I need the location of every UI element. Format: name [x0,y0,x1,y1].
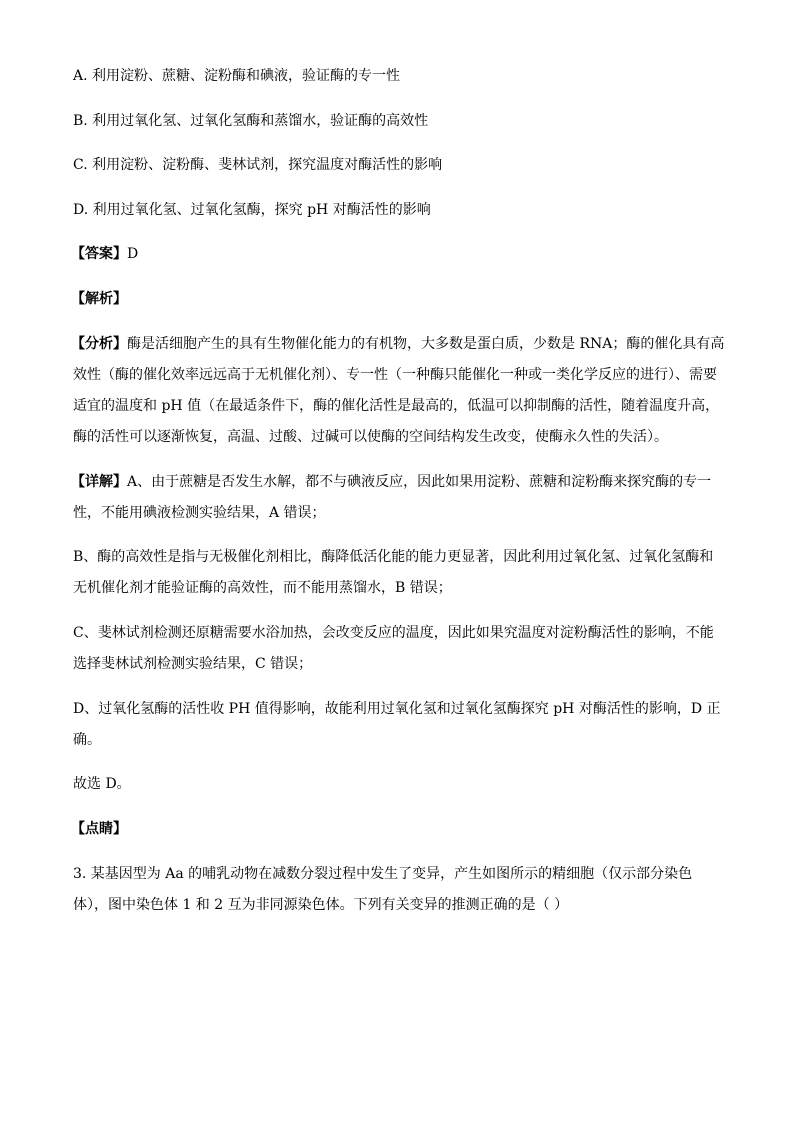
answer-line [71,245,138,263]
option-c: C. 利用淀粉、淀粉酶、斐林试剂，探究温度对酶活性的影响 [73,157,443,173]
fenxi-line4: 酶的活性可以逐渐恢复，高温、过酸、过碱可以使酶的空间结构发生改变，使酶永久性的失活）。 [73,429,668,445]
xiangjie-b-line2: 无机催化剂才能验证酶的高效性，而不能用蒸馏水，B 错误； [73,580,452,596]
conclusion: 故选 D。 [73,776,131,792]
xiangjie-a-text-1: A、由于蔗糖是否发生水解，都不与碘液反应，因此如果用淀粉、蔗糖和淀粉酶来探究酶的专一 [127,474,712,490]
analysis-heading: 【解析】 [71,291,127,307]
xiangjie-a-line2: 性，不能用碘液检测实验结果，A 错误； [73,505,326,521]
fenxi-line3: 适宜的温度和 pH 值（在最适条件下，酶的催化活性是最高的，低温可以抑制酶的活性，随着温度升高， [73,398,720,414]
xiangjie-d-line2: 确。 [73,732,101,748]
question3-line2: 体），图中染色体 1 和 2 互为非同源染色体。下列有关变异的推测正确的是（ ） [73,897,569,913]
option-a: A. 利用淀粉、蔗糖、淀粉酶和碘液，验证酶的专一性 [73,68,401,84]
xiangjie-line1 [71,473,711,491]
xiangjie-c-line2: 选择斐林试剂检测实验结果，C 错误； [73,656,313,672]
fenxi-tag: 【分析】 [71,336,127,352]
xiangjie-tag: 【详解】 [71,474,127,490]
xiangjie-d-line1: D、过氧化氢酶的活性收 PH 值得影响，故能利用过氧化氢和过氧化氢酶探究 pH 对酶活性的影响，D 正 [73,701,721,717]
xiangjie-c-line1: C、斐林试剂检测还原糖需要水浴加热，会改变反应的温度，因此如果究温度对淀粉酶活性的影响，不能 [73,625,714,641]
answer-value: D [127,246,139,262]
fenxi-text-1: 酶是活细胞产生的具有生物催化能力的有机物，大多数是蛋白质，少数是 RNA；酶的催化具有高 [127,336,725,352]
dianjing-heading: 【点睛】 [71,821,127,837]
question3-line1: 3. 某基因型为 Aa 的哺乳动物在减数分裂过程中发生了变异，产生如图所示的精细胞（仅示部分染色 [73,866,693,882]
xiangjie-b-line1: B、酶的高效性是指与无极催化剂相比，酶降低活化能的能力更显著，因此利用过氧化氢、过氧化氢酶和 [73,549,714,565]
option-d: D. 利用过氧化氢、过氧化氢酶，探究 pH 对酶活性的影响 [73,202,431,218]
answer-tag: 【答案】 [71,246,127,262]
fenxi-line2: 效性（酶的催化效率远远高于无机催化剂）、专一性（一种酶只能催化一种或一类化学反应的进行）、需要 [73,367,717,383]
option-b: B. 利用过氧化氢、过氧化氢酶和蒸馏水，验证酶的高效性 [73,113,429,129]
fenxi-line1 [71,335,724,353]
